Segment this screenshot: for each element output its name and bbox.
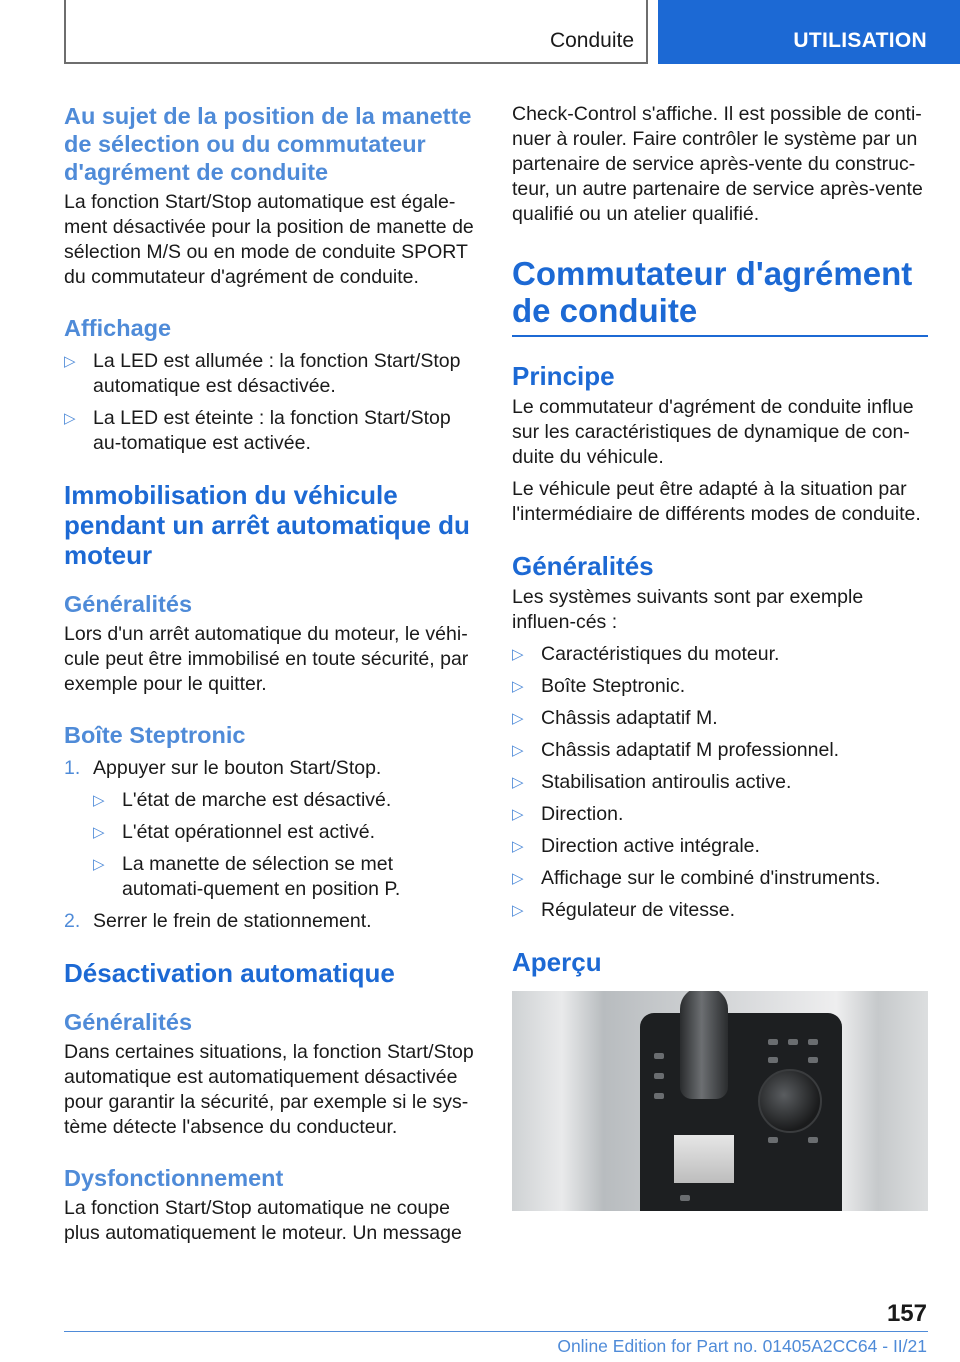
right-column [512, 102, 928, 1211]
paragraph-principe-2: Le véhicule peut être adapté à la situation par l'intermédiaire de différents modes de conduite. [512, 478, 921, 525]
list-item: ▷ Direction active intégrale. [512, 834, 928, 859]
console-button [654, 1093, 664, 1099]
idrive-controller-knob [758, 1069, 822, 1133]
heading-generalites: Généralités [512, 551, 654, 581]
console-photo [512, 991, 928, 1211]
heading-affichage: Affichage [64, 315, 172, 341]
paragraph-continued: Check-Control s'affiche. Il est possible de conti‐nuer à rouler. Faire contrôler le système par un partenaire de service après-vente du construc‐teur, un autre partenaire de service après-vente qualifié ou un atelier qualifié. [512, 103, 923, 225]
step-number: 1. [64, 757, 81, 779]
heading-principe: Principe [512, 361, 615, 391]
list-item: ▷ Caractéristiques du moteur. [512, 642, 928, 667]
console-button [808, 1039, 818, 1045]
steps-list [64, 756, 478, 934]
list-item: ▷ Châssis adaptatif M professionnel. [512, 738, 928, 763]
paragraph-selector-position: La fonction Start/Stop automatique est égale‐ment désactivée pour la position de manette de sélection M/S ou en mode de conduite SPORT du commutateur d'agrément de conduite. [64, 191, 474, 288]
list-item: ▷ Châssis adaptatif M. [512, 706, 928, 731]
heading-apercu: Aperçu [512, 947, 602, 977]
heading-commutateur: Commutateur d'agrément de conduite [512, 255, 928, 337]
paragraph-principe-1: Le commutateur d'agrément de conduite influe sur les caractéristiques de dynamique de con‐duite du véhicule. [512, 396, 914, 468]
chapter-title: Conduite [549, 29, 634, 52]
paragraph-generalites-1: Lors d'un arrêt automatique du moteur, le véhi‐cule peut être immobilisé en toute sécurité, par exemple pour le quitter. [64, 623, 469, 695]
console-button [680, 1195, 690, 1201]
step-item [64, 909, 478, 934]
list-item: ▷ La LED est allumée : la fonction Start/Stop automatique est désactivée. [64, 349, 478, 399]
affichage-list [64, 349, 478, 456]
heading-generalites-1: Généralités [64, 591, 193, 617]
heading-desactivation: Désactivation automatique [64, 958, 395, 988]
step-text: Serrer le frein de stationnement. [93, 910, 372, 932]
console-button [768, 1057, 778, 1063]
heading-selector-position: Au sujet de la position de la manette de sélection ou du commutateur d'agrément de conduite [64, 103, 472, 185]
console-button [808, 1057, 818, 1063]
heading-dysfonctionnement: Dysfonctionnement [64, 1165, 284, 1191]
heading-immobilisation: Immobilisation du véhicule pendant un arrêt automatique du moteur [64, 480, 470, 570]
step-subitems [93, 788, 478, 902]
left-column [64, 102, 478, 1246]
console-button [654, 1073, 664, 1079]
edition-note: Online Edition for Part no. 01405A2CC64 - II/21 [557, 1336, 927, 1356]
console-button [768, 1137, 778, 1143]
header-section-tab [658, 0, 960, 64]
page-number: 157 [886, 1300, 927, 1327]
step-text: Appuyer sur le bouton Start/Stop. [93, 757, 382, 779]
systems-list [512, 642, 928, 923]
console-button [808, 1137, 818, 1143]
console-button [654, 1053, 664, 1059]
paragraph-dysfonctionnement: La fonction Start/Stop automatique ne coupe plus automatiquement le moteur. Un message [64, 1197, 462, 1244]
console-button [768, 1039, 778, 1045]
list-item: ▷ Régulateur de vitesse. [512, 898, 928, 923]
heading-generalites-2: Généralités [64, 1009, 193, 1035]
center-console [640, 1013, 842, 1211]
section-title: UTILISATION [793, 29, 927, 52]
gear-selector-lever [680, 991, 728, 1099]
footer-divider [64, 1331, 928, 1332]
paragraph-generalites: Les systèmes suivants sont par exemple influen‐cés : [512, 586, 864, 633]
paragraph-generalites-2: Dans certaines situations, la fonction Start/Stop automatique est automatiquement désactivée pour garantir la sécurité, par exemple si le sys‐tème détecte l'absence du conducteur. [64, 1041, 474, 1138]
list-item: ▷ Boîte Steptronic. [512, 674, 928, 699]
list-item: ▷ L'état de marche est désactivé. [93, 788, 478, 813]
list-item: ▷ L'état opérationnel est activé. [93, 820, 478, 845]
list-item: ▷ Direction. [512, 802, 928, 827]
touch-pad [674, 1135, 734, 1183]
step-item [64, 756, 478, 902]
list-item: ▷ La manette de sélection se met automati‐quement en position P. [93, 852, 478, 902]
console-button [788, 1039, 798, 1045]
list-item: ▷ Affichage sur le combiné d'instruments. [512, 866, 928, 891]
step-number: 2. [64, 910, 81, 932]
list-item: ▷ Stabilisation antiroulis active. [512, 770, 928, 795]
list-item: ▷ La LED est éteinte : la fonction Start/Stop au‐tomatique est activée. [64, 406, 478, 456]
header-chapter-box [64, 0, 648, 64]
heading-boite-steptronic: Boîte Steptronic [64, 722, 246, 748]
